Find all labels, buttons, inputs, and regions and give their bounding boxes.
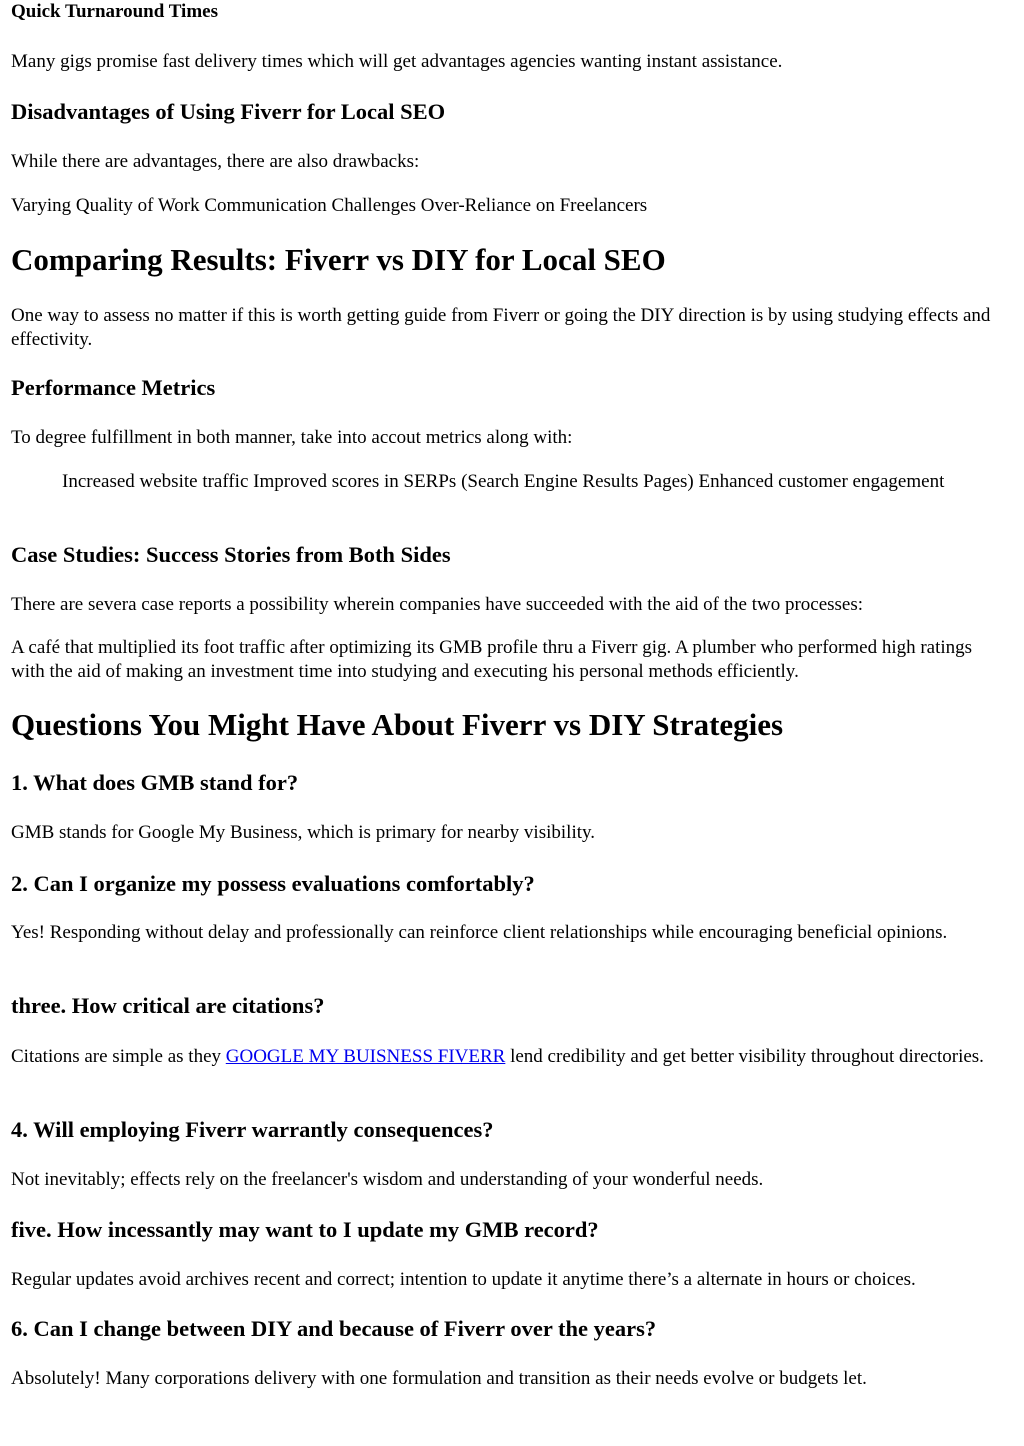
comparing-text: One way to assess no matter if this is worth getting guide from Fiverr or going the DIY direction is by using studying effects and effectivity.	[11, 305, 991, 350]
faq-answer-5: Regular updates avoid archives recent and correct; intention to update it anytime there’s a alternate in hours or choices.	[11, 1269, 916, 1290]
faq-answer-3	[11, 1045, 1001, 1069]
faq-answer-3-after: lend credibility and get better visibility throughout directories.	[505, 1046, 984, 1067]
metrics-list: Increased website traffic Improved scores in SERPs (Search Engine Results Pages) Enhanced customer engagement	[62, 471, 945, 492]
faq-question-6: 6. Can I change between DIY and because of Fiverr over the years?	[11, 1316, 657, 1341]
comparing-heading: Comparing Results: Fiverr vs DIY for Local SEO	[11, 242, 666, 277]
quick-turnaround-text: Many gigs promise fast delivery times which will get advantages agencies wanting instant assistance.	[11, 51, 783, 72]
disadvantages-heading: Disadvantages of Using Fiverr for Local SEO	[11, 99, 446, 124]
metrics-intro: To degree fulfillment in both manner, take into accout metrics along with:	[11, 427, 573, 448]
faq-answer-3-before: Citations are simple as they	[11, 1046, 226, 1067]
metrics-heading: Performance Metrics	[11, 375, 216, 400]
quick-turnaround-heading: Quick Turnaround Times	[11, 1, 218, 22]
faq-answer-2: Yes! Responding without delay and professionally can reinforce client relationships while encouraging beneficial opinions.	[11, 922, 948, 943]
faq-answer-1: GMB stands for Google My Business, which is primary for nearby visibility.	[11, 822, 596, 843]
faq-question-5: five. How incessantly may want to I update my GMB record?	[11, 1217, 599, 1242]
case-studies-heading: Case Studies: Success Stories from Both Sides	[11, 542, 451, 567]
faq-question-1: 1. What does GMB stand for?	[11, 770, 299, 795]
disadvantages-intro: While there are advantages, there are also drawbacks:	[11, 151, 420, 172]
case-studies-intro: There are severa case reports a possibility wherein companies have succeeded with the aid of the two processes:	[11, 594, 864, 615]
faq-answer-4: Not inevitably; effects rely on the freelancer's wisdom and understanding of your wonderful needs.	[11, 1169, 764, 1190]
faq-question-3: three. How critical are citations?	[11, 993, 325, 1018]
questions-heading: Questions You Might Have About Fiverr vs DIY Strategies	[11, 707, 784, 742]
case-studies-text: A café that multiplied its foot traffic after optimizing its GMB profile thru a Fiverr gig. A plumber who performed high ratings with the aid of making an investment time into studying and executing his personal methods efficiently.	[11, 637, 973, 682]
faq-question-4: 4. Will employing Fiverr warrantly consequences?	[11, 1117, 494, 1142]
faq-question-2: 2. Can I organize my possess evaluations comfortably?	[11, 871, 535, 896]
google-my-business-fiverr-link[interactable]: GOOGLE MY BUISNESS FIVERR	[225, 1046, 506, 1067]
disadvantages-list: Varying Quality of Work Communication Challenges Over-Reliance on Freelancers	[11, 195, 648, 216]
faq-answer-6: Absolutely! Many corporations delivery with one formulation and transition as their needs evolve or budgets let.	[11, 1368, 867, 1389]
